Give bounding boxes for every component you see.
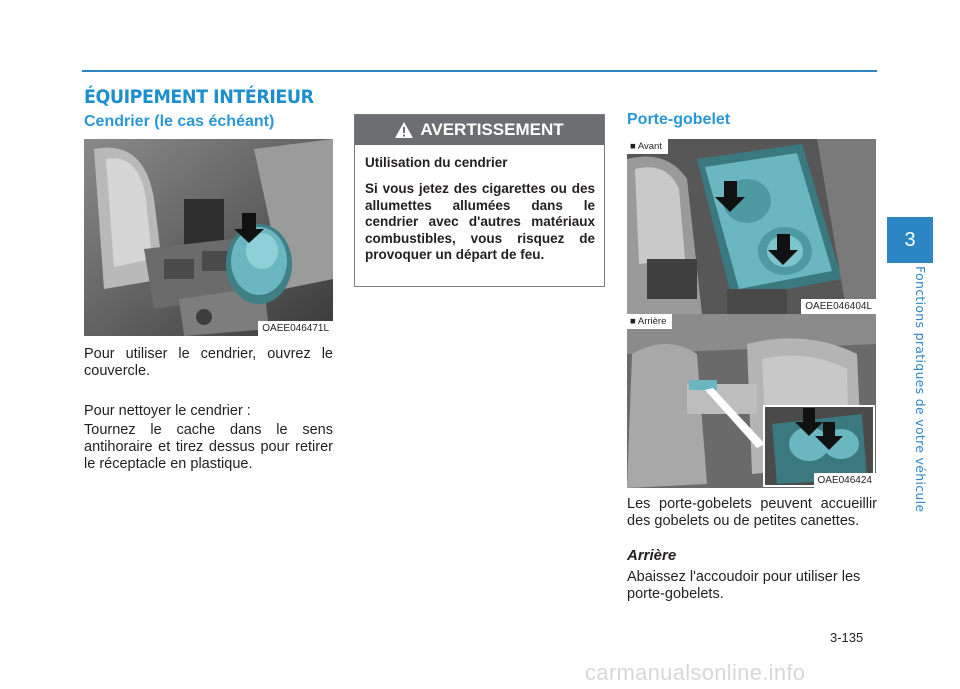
cupholder-paragraph-2: Abaissez l'accoudoir pour utiliser les porte-gobelets.: [627, 569, 861, 602]
rear-tag: ■ Arrière: [627, 314, 672, 329]
top-rule: [82, 70, 877, 72]
rear-cupholder-photo: [627, 314, 876, 488]
warning-triangle-icon: [395, 122, 413, 138]
watermark: carmanualsonline.info: [585, 660, 806, 685]
ashtray-paragraph-2: Pour nettoyer le cendrier :: [84, 403, 251, 419]
warning-label: AVERTISSEMENT: [420, 120, 564, 139]
ashtray-photo: [84, 139, 333, 336]
chapter-number-tab: 3: [887, 217, 933, 263]
ashtray-heading: Cendrier (le cas échéant): [84, 113, 275, 130]
warning-header: [355, 115, 604, 145]
warning-body: Si vous jetez des cigarettes ou des allumettes allumées dans le cendrier avec d'autres matériaux combustibles, vous risquez de provoquer un départ de feu.: [365, 181, 595, 262]
chapter-title: Fonctions pratiques de votre véhicule: [913, 266, 928, 513]
front-tag: ■ Avant: [627, 139, 668, 154]
front-cupholder-photo: [627, 139, 876, 314]
warning-box: [354, 114, 605, 287]
ashtray-paragraph-3: Tournez le cache dans le sens antihoraire et tirez dessus pour retirer le réceptacle en plastique.: [84, 422, 333, 472]
ashtray-paragraph-1: Pour utiliser le cendrier, ouvrez le couvercle.: [84, 346, 333, 379]
page-number: 3-135: [830, 630, 864, 645]
section-title: ÉQUIPEMENT INTÉRIEUR: [84, 86, 314, 108]
rear-figure-code: OAE046424: [814, 473, 877, 488]
warning-title: Utilisation du cendrier: [365, 155, 508, 170]
cupholder-paragraph-1: Les porte-gobelets peuvent accueillir des gobelets ou de petites canettes.: [627, 496, 877, 529]
ashtray-figure-code: OAEE046471L: [258, 321, 333, 336]
cupholder-heading: Porte-gobelet: [627, 111, 731, 128]
front-figure-code: OAEE046404L: [801, 299, 876, 314]
rear-subheading: Arrière: [627, 547, 677, 564]
